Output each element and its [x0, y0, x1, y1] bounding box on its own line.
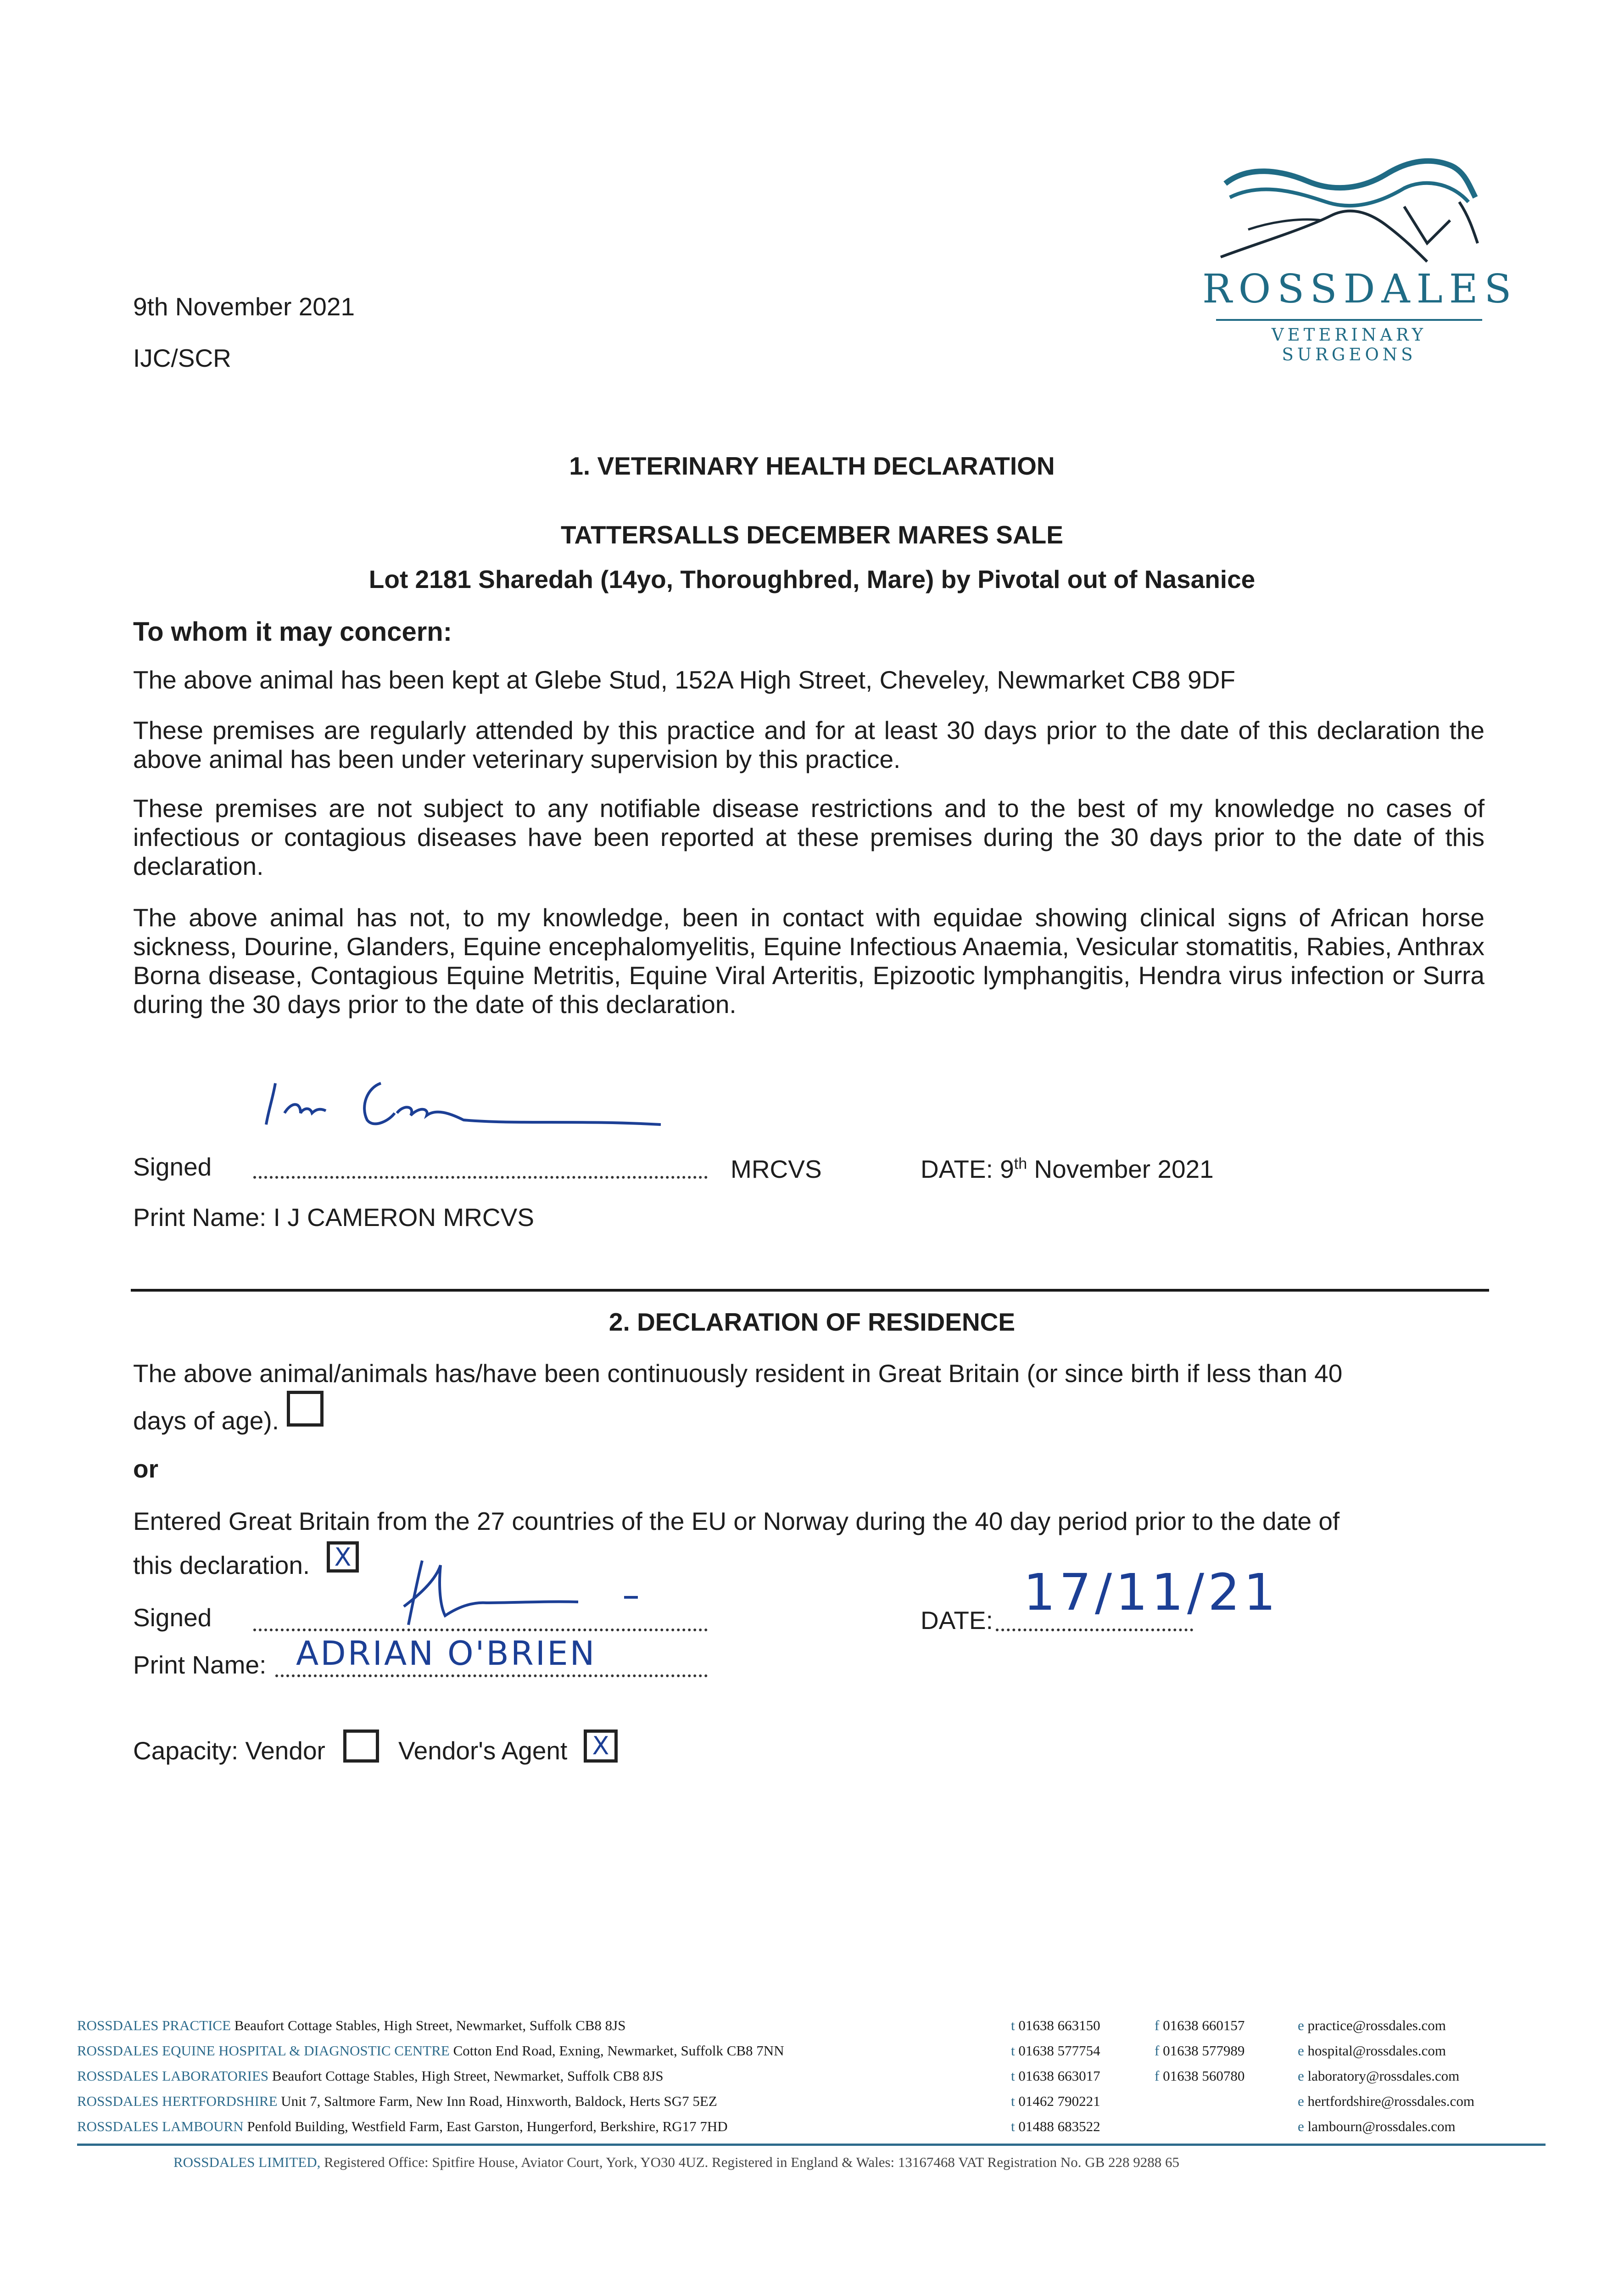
reference-code: IJC/SCR	[133, 344, 231, 372]
email-line: e laboratory@rossdales.com	[1298, 2068, 1460, 2084]
residence-option2-line1: Entered Great Britain from the 27 countries of the EU or Norway during the 40 day period prior to the date of	[133, 1507, 1340, 1535]
footer-phones	[1011, 2013, 1149, 2139]
email-link[interactable]: laboratory@rossdales.com	[1307, 2068, 1460, 2084]
salutation: To whom it may concern:	[133, 617, 452, 647]
phone-number[interactable]: 01638 663150	[1018, 2017, 1100, 2033]
email-link[interactable]: lambourn@rossdales.com	[1307, 2118, 1456, 2134]
footer-office	[77, 2114, 995, 2139]
email-link[interactable]: hospital@rossdales.com	[1307, 2043, 1446, 2059]
date-suffix: th	[1014, 1155, 1027, 1173]
email-link[interactable]: hertfordshire@rossdales.com	[1307, 2093, 1474, 2109]
capacity-vendor-label: Capacity: Vendor	[133, 1736, 325, 1765]
email-link[interactable]: practice@rossdales.com	[1307, 2017, 1446, 2033]
footer-office	[77, 2038, 995, 2063]
fax-line: f 01638 560780	[1155, 2068, 1245, 2084]
section-divider	[131, 1289, 1489, 1292]
or-label: or	[133, 1455, 158, 1483]
residence-option2-line2: this declaration.	[133, 1551, 310, 1579]
office-name: ROSSDALES LABORATORIES	[77, 2068, 269, 2084]
footer-office	[77, 2013, 995, 2038]
signed-label-2: Signed	[133, 1603, 212, 1632]
logo-rule	[1216, 319, 1482, 321]
handwritten-name: ADRIAN O'BRIEN	[296, 1634, 597, 1673]
section1-title: 1. VETERINARY HEALTH DECLARATION	[569, 452, 1055, 480]
phone-line: t 01638 663017	[1011, 2068, 1100, 2084]
registered-org: ROSSDALES LIMITED,	[173, 2154, 321, 2170]
check-mark-icon: X	[592, 1731, 609, 1760]
office-name: ROSSDALES HERTFORDSHIRE	[77, 2093, 278, 2109]
phone-line: t 01488 683522	[1011, 2118, 1100, 2134]
registered-office	[173, 2149, 1504, 2175]
vet-signature	[257, 1065, 670, 1134]
vendor-checkbox[interactable]	[343, 1730, 379, 1763]
paragraph: These premises are not subject to any notifiable disease restrictions and to the best of my knowledge no cases of infectious or contagious diseases have been reported at these premises during the 30 days prior to the date of this declaration.	[133, 794, 1484, 880]
letter-date: 9th November 2021	[133, 292, 355, 321]
horse-logo-icon	[1211, 138, 1487, 266]
vendors-agent-label: Vendor's Agent	[398, 1736, 568, 1765]
footer-emails	[1298, 2013, 1546, 2139]
section2-title: 2. DECLARATION OF RESIDENCE	[608, 1308, 1016, 1336]
office-name: ROSSDALES PRACTICE	[77, 2017, 231, 2033]
sale-title: TATTERSALLS DECEMBER MARES SALE	[561, 521, 1063, 549]
logo-subtitle: VETERINARY SURGEONS	[1271, 325, 1427, 364]
office-name: ROSSDALES LAMBOURN	[77, 2118, 244, 2134]
phone-line: t 01638 663150	[1011, 2017, 1100, 2033]
phone-line: t 01462 790221	[1011, 2093, 1100, 2109]
print-name: Print Name: I J CAMERON MRCVS	[133, 1203, 535, 1231]
email-line: e hospital@rossdales.com	[1298, 2043, 1446, 2059]
residence-option1-line1: The above animal/animals has/have been continuously resident in Great Britain (or since birth if less than 40	[133, 1359, 1343, 1388]
email-line: e hertfordshire@rossdales.com	[1298, 2093, 1474, 2109]
office-address: Cotton End Road, Exning, Newmarket, Suffolk CB8 7NN	[453, 2043, 784, 2059]
office-address: Beaufort Cottage Stables, High Street, Newmarket, Suffolk CB8 8JS	[272, 2068, 664, 2084]
office-address: Unit 7, Saltmore Farm, New Inn Road, Hinxworth, Baldock, Herts SG7 5EZ	[281, 2093, 717, 2109]
email-line: e practice@rossdales.com	[1298, 2017, 1446, 2033]
phone-number[interactable]: 01488 683522	[1018, 2118, 1100, 2134]
print-name-line-2	[275, 1674, 708, 1677]
signature-line	[253, 1176, 708, 1179]
footer-faxes	[1155, 2013, 1292, 2088]
office-address: Penfold Building, Westfield Farm, East Garston, Hungerford, Berkshire, RG17 7HD	[247, 2118, 728, 2134]
phone-number[interactable]: 01638 577754	[1018, 2043, 1100, 2059]
phone-number[interactable]: 01462 790221	[1018, 2093, 1100, 2109]
footer-offices	[77, 2013, 995, 2139]
footer	[77, 2013, 1546, 2205]
residence-checkbox-gb[interactable]	[287, 1391, 324, 1427]
signature-line-2	[253, 1629, 708, 1631]
email-line: e lambourn@rossdales.com	[1298, 2118, 1456, 2134]
print-name-label-2: Print Name:	[133, 1651, 267, 1679]
fax-number: 01638 660157	[1163, 2017, 1245, 2033]
phone-number[interactable]: 01638 663017	[1018, 2068, 1100, 2084]
company-logo	[1202, 138, 1518, 364]
footer-rule	[77, 2144, 1546, 2146]
paragraph: The above animal has been kept at Glebe Stud, 152A High Street, Cheveley, Newmarket CB8 9DF	[133, 666, 1235, 694]
footer-office	[77, 2063, 995, 2088]
declaration-date	[921, 1154, 1214, 1184]
fax-line: f 01638 660157	[1155, 2017, 1245, 2033]
paragraph: These premises are regularly attended by this practice and for at least 30 days prior to the date of this declaration the above animal has been under veterinary supervision by this practice.	[133, 716, 1484, 773]
footer-office	[77, 2088, 995, 2114]
office-name: ROSSDALES EQUINE HOSPITAL & DIAGNOSTIC CENTRE	[77, 2043, 450, 2059]
signed-label: Signed	[133, 1153, 212, 1181]
date-label-2: DATE:	[921, 1606, 993, 1634]
fax-number: 01638 577989	[1163, 2043, 1245, 2059]
phone-line: t 01638 577754	[1011, 2043, 1100, 2059]
fax-number: 01638 560780	[1163, 2068, 1245, 2084]
vendors-agent-checkbox[interactable]	[584, 1730, 618, 1763]
residence-checkbox-eu[interactable]	[327, 1541, 359, 1573]
date-rest: November 2021	[1027, 1155, 1214, 1183]
agent-signature	[395, 1551, 652, 1629]
mrcvs-label: MRCVS	[731, 1155, 822, 1183]
date-line-2	[996, 1629, 1193, 1631]
residence-option1-line2: days of age).	[133, 1406, 279, 1435]
registered-text: Registered Office: Spitfire House, Aviator Court, York, YO30 4UZ. Registered in England & Wales: 13167468 VAT Registration No. GB 228 9288 65	[324, 2154, 1180, 2170]
office-address: Beaufort Cottage Stables, High Street, Newmarket, Suffolk CB8 8JS	[234, 2017, 626, 2033]
handwritten-date: 17/11/21	[1023, 1563, 1280, 1622]
check-mark-icon: X	[334, 1543, 352, 1572]
lot-title: Lot 2181 Sharedah (14yo, Thoroughbred, Mare) by Pivotal out of Nasanice	[368, 565, 1256, 593]
fax-line: f 01638 577989	[1155, 2043, 1245, 2059]
logo-name: ROSSDALES	[1202, 266, 1518, 312]
date-label: DATE: 9	[921, 1155, 1014, 1183]
paragraph: The above animal has not, to my knowledge, been in contact with equidae showing clinical signs of African horse sickness, Dourine, Glanders, Equine encephalomyelitis, Equine Infectious Anaemia, Vesicular stomatitis, Rabies, Anthrax Borna disease, Contagious Equine Metritis, Equine Viral Arteritis, Epizootic lymphangitis, Hendra virus infection or Surra during the 30 days prior to the date of this declaration.	[133, 903, 1484, 1019]
